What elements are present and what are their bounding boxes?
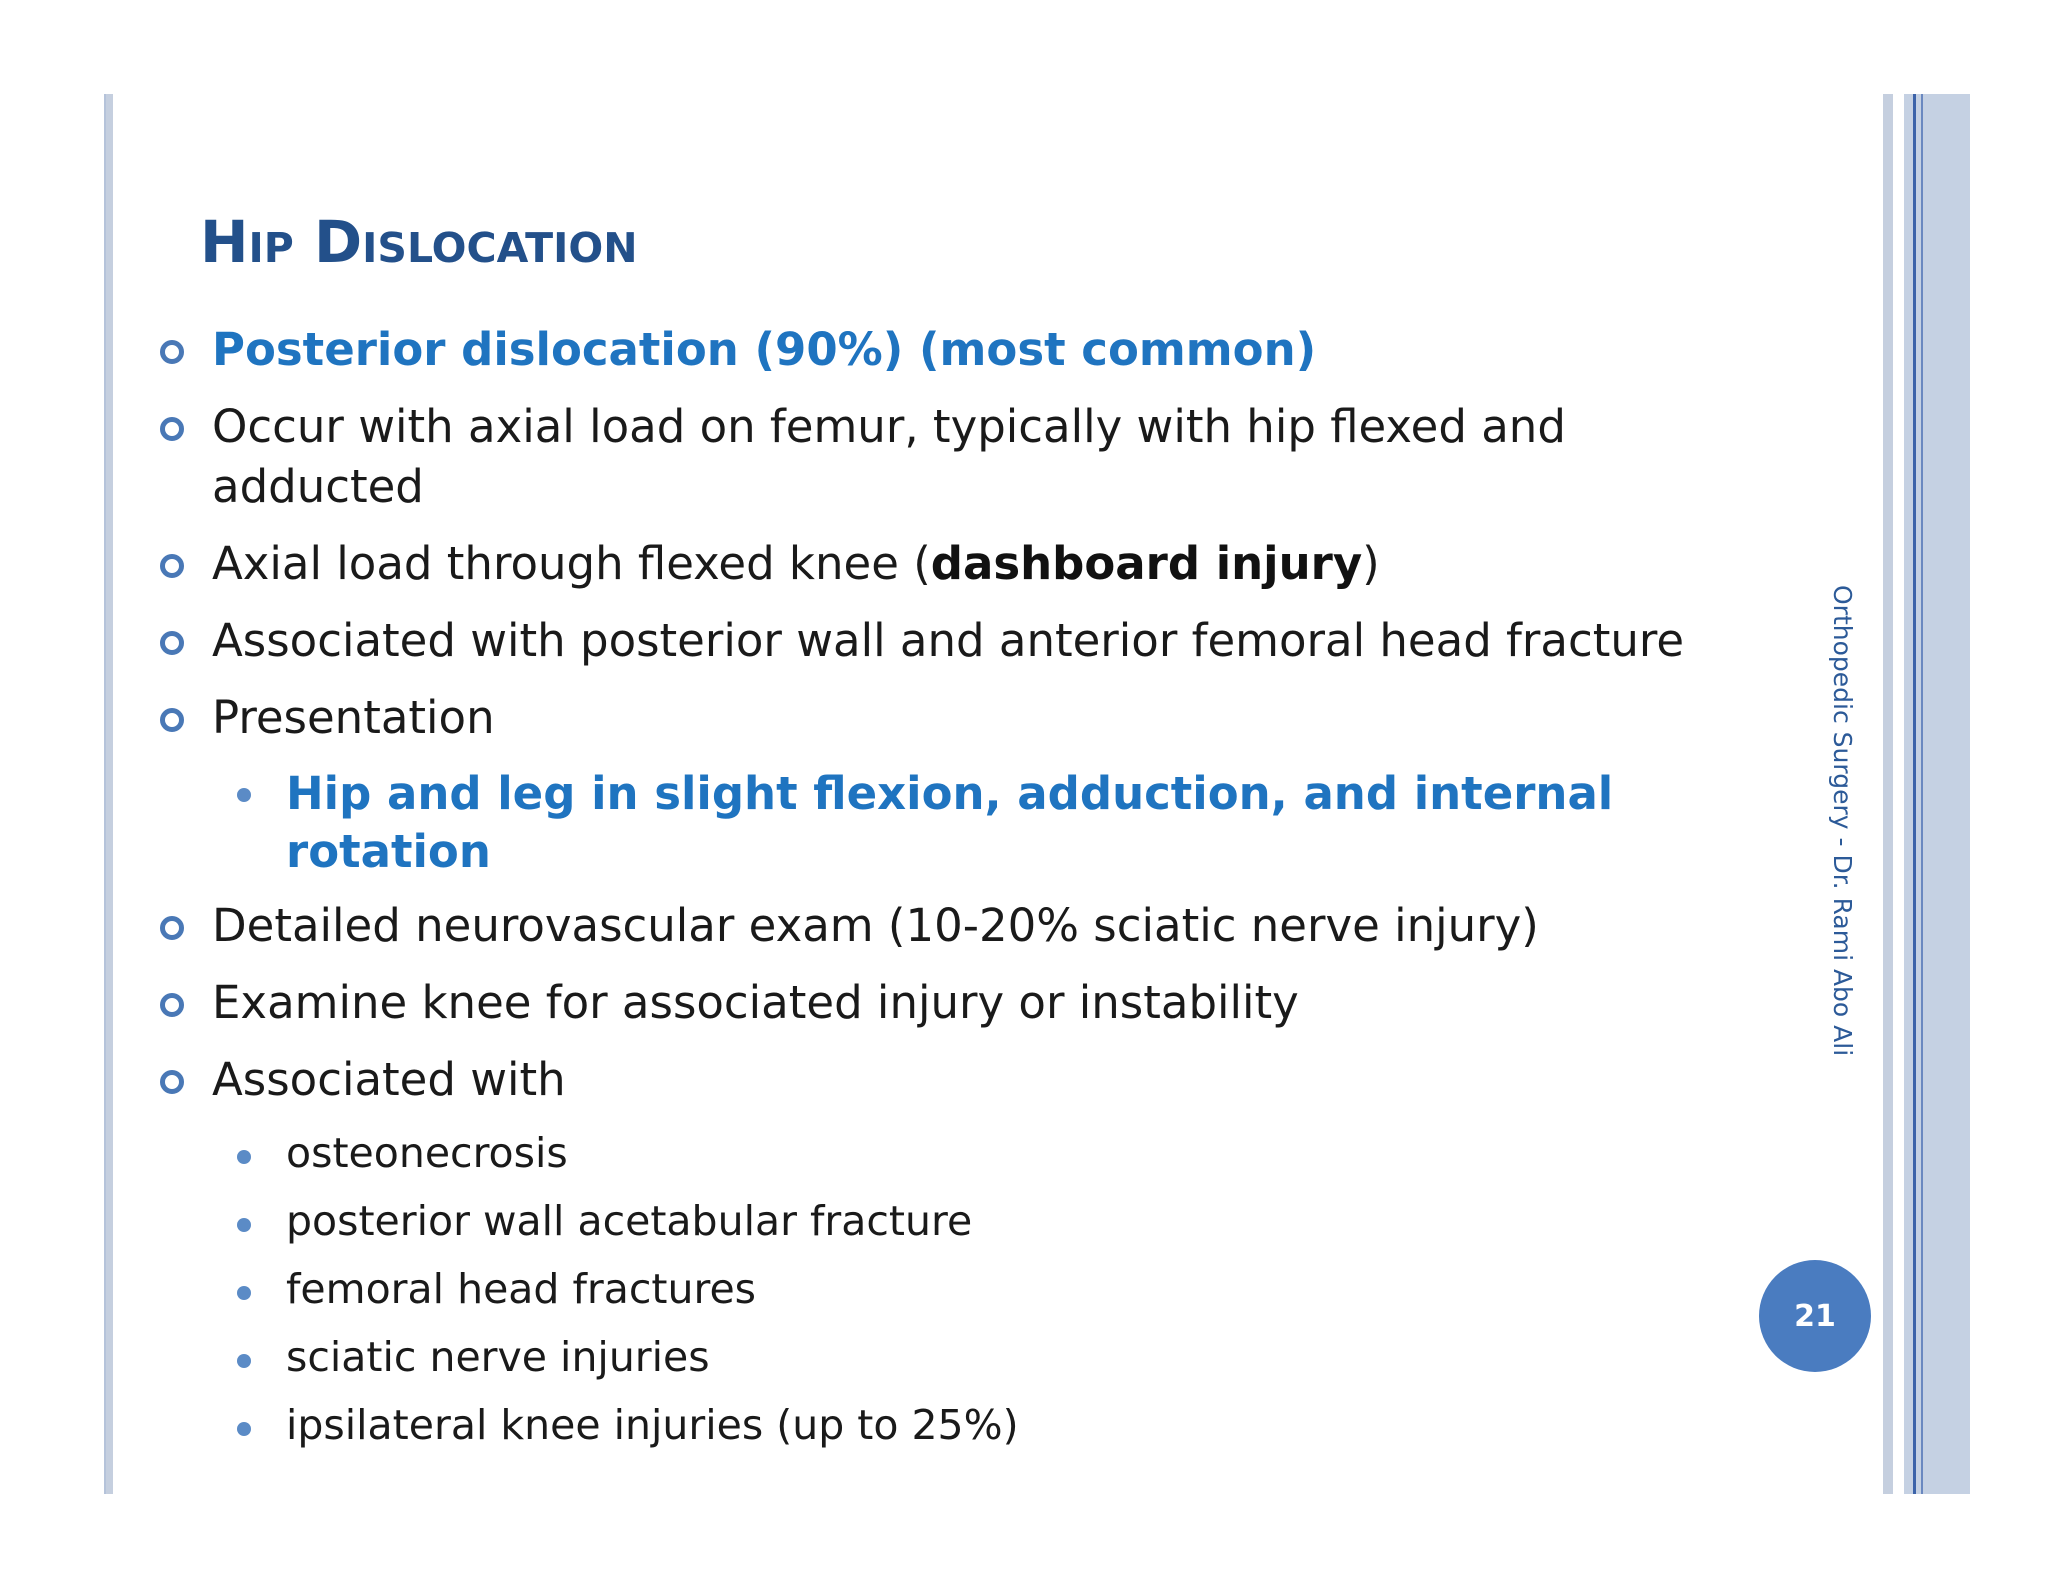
bullet-presentation [158, 688, 1738, 748]
ring-bullet-icon [160, 554, 184, 578]
bullet-dashboard-injury [158, 534, 1738, 594]
slide-title: Hip Dislocation [200, 208, 638, 276]
bullet-text: Associated with [212, 1053, 566, 1106]
vertical-footer-text: Orthopedic Surgery - Dr. Rami Abo Ali [1828, 585, 1857, 1057]
dot-bullet-icon [237, 1150, 251, 1164]
ring-bullet-icon [160, 708, 184, 732]
bullet-text: Associated with posterior wall and anterior femoral head fracture [212, 614, 1685, 667]
bullet-examine-knee [158, 973, 1738, 1033]
subbullet-osteonecrosis [158, 1127, 1738, 1179]
bullet-axial-load-femur [158, 397, 1738, 517]
dot-bullet-icon [237, 788, 251, 802]
bullet-text: Presentation [212, 691, 495, 744]
ring-bullet-icon [160, 916, 184, 940]
dot-bullet-icon [237, 1218, 251, 1232]
bullet-associated-with [158, 1050, 1738, 1110]
subbullet-text: posterior wall acetabular fracture [286, 1197, 973, 1245]
dot-bullet-icon [237, 1286, 251, 1300]
ring-bullet-icon [160, 340, 184, 364]
subbullet-text: femoral head fractures [286, 1265, 757, 1313]
subbullet-presentation-position [158, 765, 1738, 881]
ring-bullet-icon [160, 631, 184, 655]
subbullet-femoral-head [158, 1263, 1738, 1315]
bullet-neurovascular-exam [158, 896, 1738, 956]
ring-bullet-icon [160, 993, 184, 1017]
bullet-text-after: ) [1362, 537, 1380, 590]
subbullet-ipsilateral-knee [158, 1399, 1738, 1451]
subbullet-posterior-wall [158, 1195, 1738, 1247]
subbullet-sciatic-nerve [158, 1331, 1738, 1383]
bullet-text-before: Axial load through flexed knee ( [212, 537, 931, 590]
bullet-text-bold: dashboard injury [930, 537, 1363, 590]
right-border-band [1883, 94, 1893, 1494]
bullet-text: Examine knee for associated injury or instability [212, 976, 1299, 1029]
subbullet-text: sciatic nerve injuries [286, 1333, 710, 1381]
subbullet-text: ipsilateral knee injuries (up to 25%) [286, 1401, 1019, 1449]
dot-bullet-icon [237, 1354, 251, 1368]
right-border-line-thin [1921, 94, 1923, 1494]
slide-content [158, 320, 1738, 1467]
dot-bullet-icon [237, 1422, 251, 1436]
ring-bullet-icon [160, 417, 184, 441]
ring-bullet-icon [160, 1070, 184, 1094]
subbullet-text: osteonecrosis [286, 1129, 568, 1177]
bullet-text: Detailed neurovascular exam (10-20% sciatic nerve injury) [212, 899, 1539, 952]
bullet-associated-fractures [158, 611, 1738, 671]
page-number-badge [1759, 1260, 1871, 1372]
bullet-posterior-dislocation [158, 320, 1738, 380]
subbullet-text: Hip and leg in slight flexion, adduction, and internal rotation [286, 767, 1614, 878]
left-border [104, 94, 113, 1494]
bullet-text: Occur with axial load on femur, typically with hip flexed and adducted [212, 400, 1566, 513]
page-number: 21 [1794, 1298, 1836, 1334]
bullet-text: Posterior dislocation (90%) (most common) [212, 323, 1317, 376]
right-border-line [1913, 94, 1916, 1494]
